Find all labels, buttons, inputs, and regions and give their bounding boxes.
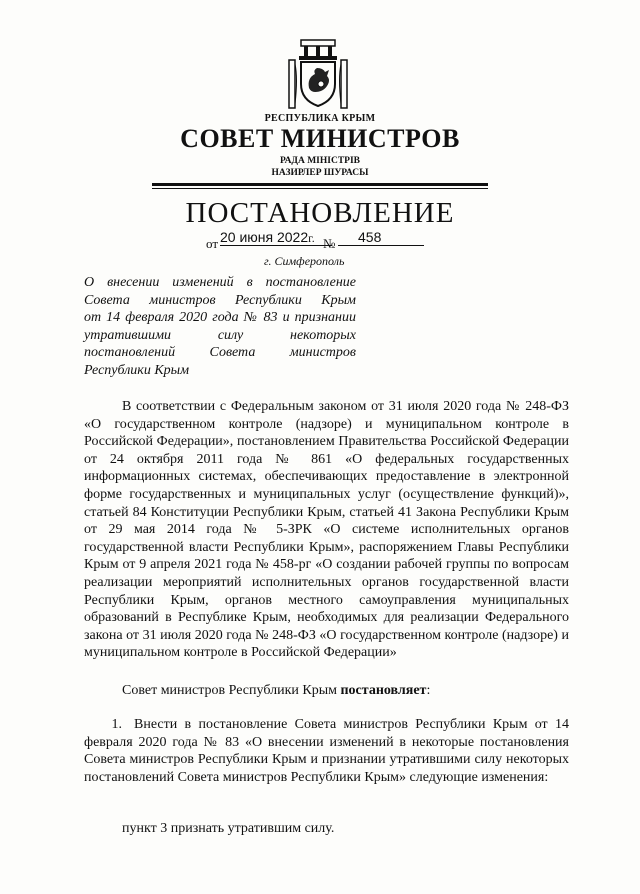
- header-thick-rule: [152, 183, 488, 186]
- number-prefix: №: [323, 236, 336, 251]
- date-underline: [220, 245, 332, 246]
- city-name: г. Симферополь: [264, 254, 345, 268]
- document-type-title: ПОСТАНОВЛЕНИЕ: [185, 197, 455, 229]
- subject-line: О внесении изменений в постановление: [84, 275, 356, 290]
- council-name-ukrainian: РАДА МІНІСТРІВ: [279, 156, 360, 166]
- item-1-text: Внести в постановление Совета министров Республики Крым от 14 февраля 2020 года № 83 «О внесении изменений в некоторые постановления Совета министров Республики Крым и признании утратившими силу некоторых постановлений Совета министров Республики Крым» следующие изменения:: [84, 717, 569, 785]
- council-name-crimean-tatar: НАЗИРЛЕР ШУРАСЫ: [271, 168, 369, 178]
- resolve-colon: :: [426, 683, 431, 698]
- subject-line: Совета министров Республики Крым: [84, 292, 356, 308]
- date-prefix: от: [206, 236, 219, 251]
- decree-number: 458: [358, 229, 382, 245]
- header-thin-rule: [152, 188, 488, 189]
- decree-date: [220, 229, 332, 246]
- resolve-paragraph: [84, 682, 569, 700]
- subject-line: постановлений Совета министров: [84, 345, 356, 361]
- subject-line: от 14 февраля 2020 года № 83 и признании: [84, 310, 356, 326]
- item-1-paragraph: [84, 716, 569, 786]
- item-1-subpoint: пункт 3 признать утратившим силу.: [122, 821, 335, 836]
- preamble-paragraph: В соответствии с Федеральным законом от 31 июля 2020 года № 248-ФЗ «О государственном контроле (надзоре) и муниципальном контроле в Российской Федерации», постановлением Правительства Российской Федерации от 24 октября 2011 года № 861 «О федеральных государственных информационных системах, обеспечивающих предоставление в электронной форме государственных и муниципальных услуг (осуществление функций)», статьей 84 Конституции Республики Крым, статьей 41 Закона Республики Крым от 29 мая 2014 года № 5-ЗРК «О системе исполнительных органов государственной власти Республики Крым», распоряжением Главы Республики Крым от 9 апреля 2021 года № 458-рг «О создании рабочей группы по вопросам реализации мероприятий исполнительных органов государственной власти Республики Крым, органов местного самоуправления муниципальных образований в Республике Крым, необходимых для реализации Федерального закона от 31 июля 2020 года № 248-ФЗ «О государственном контроле (надзоре) и муниципальном контроле в Российской Федерации»: [84, 399, 569, 661]
- resolve-keyword: постановляет: [340, 683, 427, 698]
- subject-line: утратившими силу некоторых: [84, 327, 356, 343]
- item-1-number: 1.: [111, 717, 122, 732]
- crimea-coat-of-arms-icon: [287, 38, 349, 110]
- subject-line: Республики Крым: [84, 362, 190, 378]
- decree-date-value: 20 июня 2022: [220, 229, 309, 245]
- year-suffix: г.: [308, 231, 315, 245]
- republic-name: РЕСПУБЛИКА КРЫМ: [264, 113, 376, 124]
- decree-subject: [84, 274, 356, 380]
- resolve-prefix: Совет министров Республики Крым: [122, 683, 341, 698]
- number-underline: [338, 245, 424, 246]
- council-name: СОВЕТ МИНИСТРОВ: [180, 124, 460, 153]
